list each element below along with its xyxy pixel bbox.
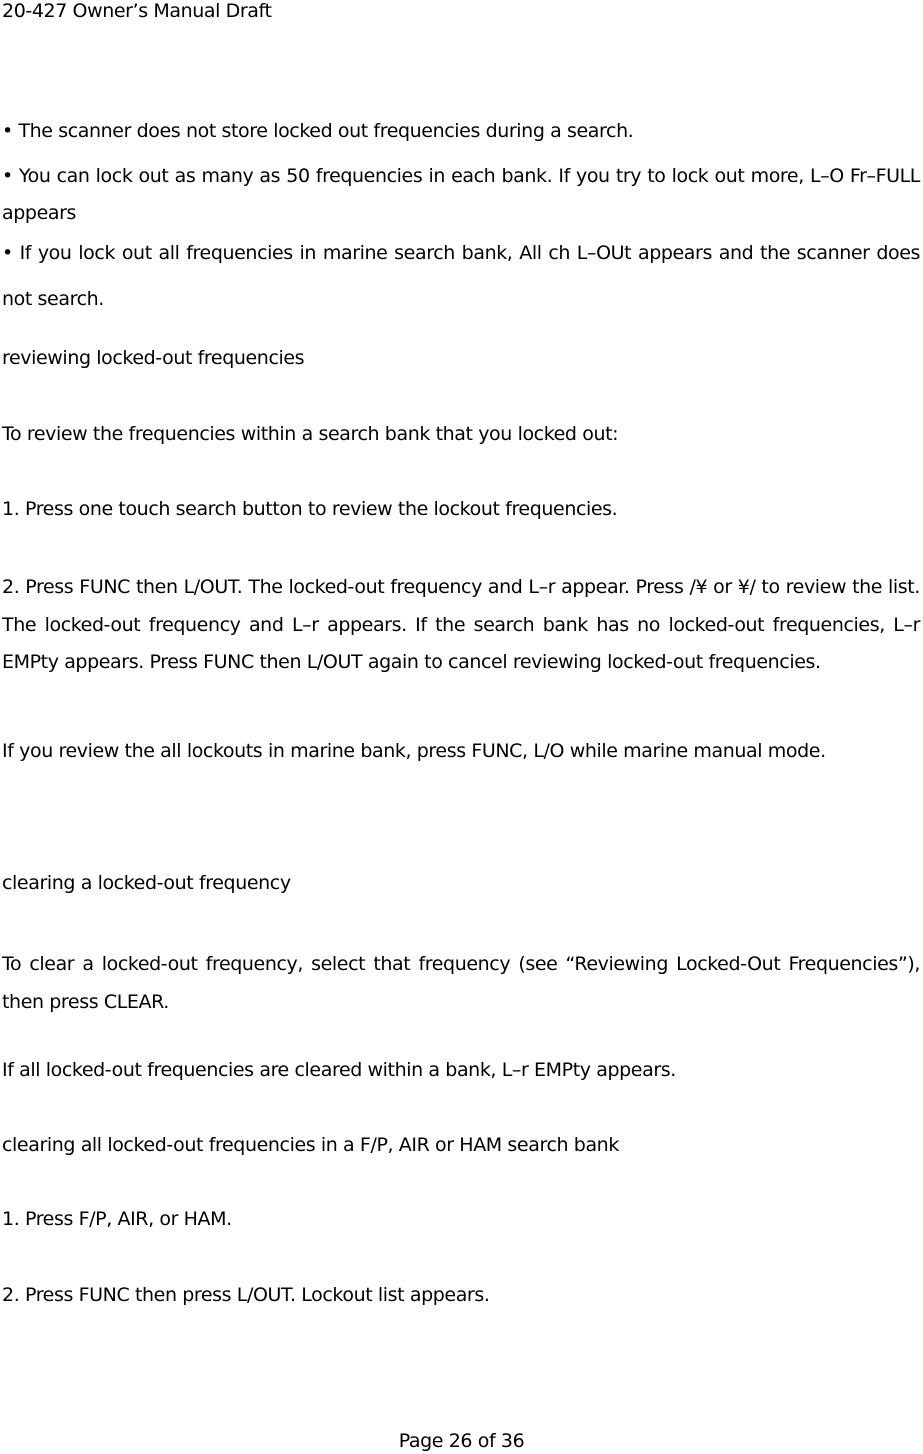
section-heading-clearing-one: clearing a locked-out frequency xyxy=(2,872,291,894)
bullet-no-store: • The scanner does not store locked out frequencies during a search. xyxy=(2,120,634,142)
clear-all-step-2: 2. Press FUNC then press L/OUT. Lockout list appears. xyxy=(2,1284,490,1306)
section-heading-clearing-all: clearing all locked-out frequencies in a F/P, AIR or HAM search bank xyxy=(2,1134,619,1156)
clear-one-instructions: To clear a locked-out frequency, select that frequency (see “Reviewing Locked-Out Frequencies”), then press CLEAR. xyxy=(2,953,920,1013)
review-step-1: 1. Press one touch search button to review the lockout frequencies. xyxy=(2,498,618,520)
bullet-marine-lockout: • If you lock out all frequencies in marine search bank, All ch L–OUt appears and the scanner does not search. xyxy=(2,242,920,310)
marine-review-note: If you review the all lockouts in marine bank, press FUNC, L/O while marine manual mode. xyxy=(2,740,826,762)
review-step-2: 2. Press FUNC then L/OUT. The locked-out frequency and L–r appear. Press /¥ or ¥/ to review the list. The locked-out frequency and L–r appears. If the search bank has no locked-out frequencies, L–r EMPty appears. Press FUNC then L/OUT again to cancel reviewing locked-out frequencies. xyxy=(2,576,920,673)
review-intro: To review the frequencies within a search bank that you locked out: xyxy=(2,423,619,445)
document-header: 20-427 Owner’s Manual Draft xyxy=(2,0,272,22)
page-number: Page 26 of 36 xyxy=(398,1430,525,1452)
section-heading-reviewing: reviewing locked-out frequencies xyxy=(2,347,305,369)
clear-one-note: If all locked-out frequencies are cleared within a bank, L–r EMPty appears. xyxy=(2,1059,676,1081)
bullet-lockout-limit: • You can lock out as many as 50 frequencies in each bank. If you try to lock out more, L–O Fr–FULL appears xyxy=(2,165,920,224)
clear-all-step-1: 1. Press F/P, AIR, or HAM. xyxy=(2,1208,232,1230)
